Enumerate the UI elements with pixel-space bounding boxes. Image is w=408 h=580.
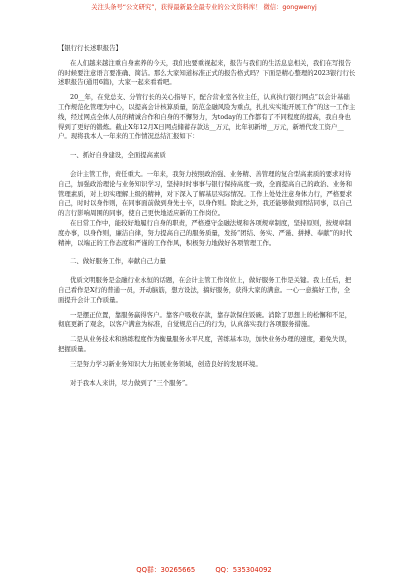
document-title: 【银行行长述职报告】 (58, 44, 122, 52)
section-heading: 二、做好服务工作，奉献自己力量 (70, 257, 166, 266)
intro-paragraph: 在人们越来越注重自身素养的今天，我们也要重视起来，报告与我们的生活息息相关，我们在写报告的时候要注意语言要准确、简洁。那么大家知道标准正式的报告格式吗？下面是精心整理的2023银行行长述职报告(通用6篇)，大家一起来看看吧。 (58, 58, 356, 87)
header-banner: 关注头条号“公文研究”，获得最新最全最专业的公文资料库！ 微信：gongwenyj (91, 4, 317, 11)
section-paragraph: 二是从业务技术和熟练程度作为衡量服务水平尺度，苦练基本功，加快业务办理的速度，避免失误，把握质量。 (58, 335, 352, 353)
closing-paragraph: 对于我本人来讲，尽力做到了“三个服务”。 (70, 378, 192, 387)
document-body (58, 44, 356, 388)
section-paragraph: 在日常工作中，能较好地履行自身的职责，严格遵守金融法规和各项规章制度，坚持原则，按规章制度办事，以身作则，廉洁自律，努力提高自己的服务质量，发扬“团结、务实、严谨、拼搏、奉献”的时代精神，以端正的工作态度和严谨的工作作风，积极努力地做好各项管理工作。 (58, 218, 353, 247)
section-paragraph: 优质文明服务是金融行业永恒的话题，在会计主管工作岗位上，做好服务工作是关键。我上任后，把自己看作是X行的普通一员，开动脑筋，想方设法，搞好服务，获得大家的满意。一心一意搞好工作，全面提升会计工作质量。 (58, 276, 352, 304)
intro-paragraph: 20__年，在党总支、分管行长的关心指导下，配合营业室各位主任，认真执行银行网点“以会计基础工作规范化管理为中心，以提高会计核算质量，防范金融风险为重点，扎扎实实地开展工作”的这一工作主线，经过网点全体人员的精诚合作和自身的不懈努力，为today的工作都有了不同程度的提高，我自身也得到了更好的锻炼。截止X年12月X日网点储蓄存款达__万元，比年初新增__万元，新增代发工资户__户。现将我本人一年来的工作情况总结汇报如下： (58, 93, 356, 141)
section-heading: 一、抓好自身建设，全面提高素质 (70, 151, 166, 160)
section-paragraph: 会计主管工作，责任重大。一年来，我努力按照政治强、业务精、善管理的复合型高素质的要求对待自己，加强政治理论与业务知识学习，坚持时时事事与银行保持高度一致，全面提高自己的政治、业务和管理素质，对上切实理解上级的精神，对下深入了解基层实际情况。工作上处处注意身体力行，严格要求自己，时时以身作则，在同事面前做到身先士卒，以身作则。除此之外，我还能够做到团结同事，以自己的言行影响周围的同事，使自己更快地适应新的工作岗位。 (58, 169, 352, 218)
section-paragraph: 一是摆正位置，靠服务赢得客户。靠客户吸收存款，靠存款保住饭碗。消除了思想上的松懈和不足，彻底更新了观念，以客户满意为标准，自觉规范自己的行为，认真落实我行各项服务措施。 (58, 310, 352, 329)
section-paragraph: 三是努力学习新业务知识大力拓展业务领域，创造良好的发展环境。 (70, 359, 262, 368)
footer-contact: QQ群：30265665 QQ：535304092 (136, 566, 272, 574)
